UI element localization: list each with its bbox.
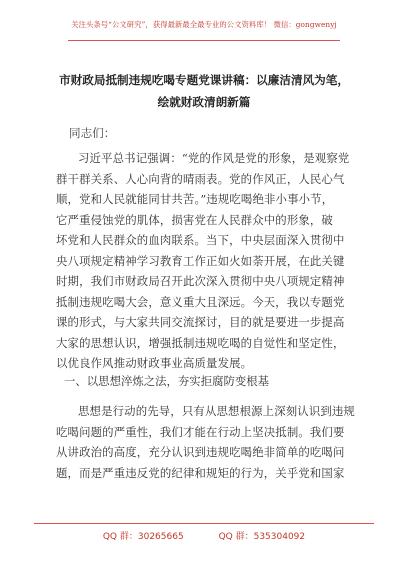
paragraph-line: 题，而是严重违反党的纪律和规矩的行为，关乎党和国家 <box>56 465 345 480</box>
document-title-line-2: 绘就财政清朗新篇 <box>157 95 251 109</box>
paragraph-line: 坏党和人民群众的血肉联系。当下，中央层面深入贯彻中 <box>56 233 345 247</box>
paragraph-line: 它严重侵蚀党的肌体，损害党在人民群众中的形象，破 <box>56 212 333 227</box>
paragraph-line: 时期，我们市财政局召开此次深入贯彻中央八项规定精神 <box>56 274 345 288</box>
paragraph-line: 习近平总书记强调：“党的作风是党的形象，是观察党 <box>78 151 350 165</box>
paragraph-line: 从讲政治的高度，充分认识到违规吃喝绝非简单的吃喝问 <box>56 445 345 459</box>
paragraph-line: 课的形式，与大家共同交流探讨，目的就是要进一步提高 <box>56 315 345 329</box>
paragraph-line: 抵制违规吃喝大会，意义重大且深远。今天，我以专题党 <box>56 294 345 309</box>
paragraph-1 <box>56 148 354 374</box>
paragraph-line: 大家的思想认识，增强抵制违规吃喝的自觉性和坚定性， <box>56 335 345 350</box>
header-text: 关注头条号“公文研究”，获得最新最全最专业的公文资料库！ 微信：gongwenyj <box>71 20 337 29</box>
page-header <box>0 0 408 30</box>
paragraph-line: 顺，党和人民就能同甘共苦。”违规吃喝绝非小事小节， <box>56 192 334 206</box>
footer-qq-group-2: QQ 群：535304092 <box>218 532 306 542</box>
paragraph-line: 群干群关系、人心向背的晴雨表。党的作风正，人民心气 <box>56 171 345 186</box>
header-divider <box>68 40 340 41</box>
greeting: 同志们： <box>69 126 116 140</box>
footer-divider <box>34 523 374 524</box>
document-title-line-1: 市财政局抵制违规吃喝专题党课讲稿：以廉洁清风为笔， <box>59 73 349 87</box>
paragraph-line: 以优良作风推动财政事业高质量发展。 <box>56 356 253 370</box>
paragraph-line: 吃喝问题的严重性，我们才能在行动上坚决抵制。我们要 <box>56 424 345 439</box>
paragraph-2 <box>56 401 354 483</box>
paragraph-line: 央八项规定精神学习教育工作正如火如荼开展，在此关键 <box>56 253 345 268</box>
paragraph-line: 思想是行动的先导，只有从思想根源上深刻认识到违规 <box>78 404 355 418</box>
footer-qq-group-1: QQ 群：30265665 <box>102 532 184 542</box>
section-heading: 一、以思想淬炼之法，夯实拒腐防变根基 <box>64 374 270 388</box>
page-footer <box>0 529 408 542</box>
